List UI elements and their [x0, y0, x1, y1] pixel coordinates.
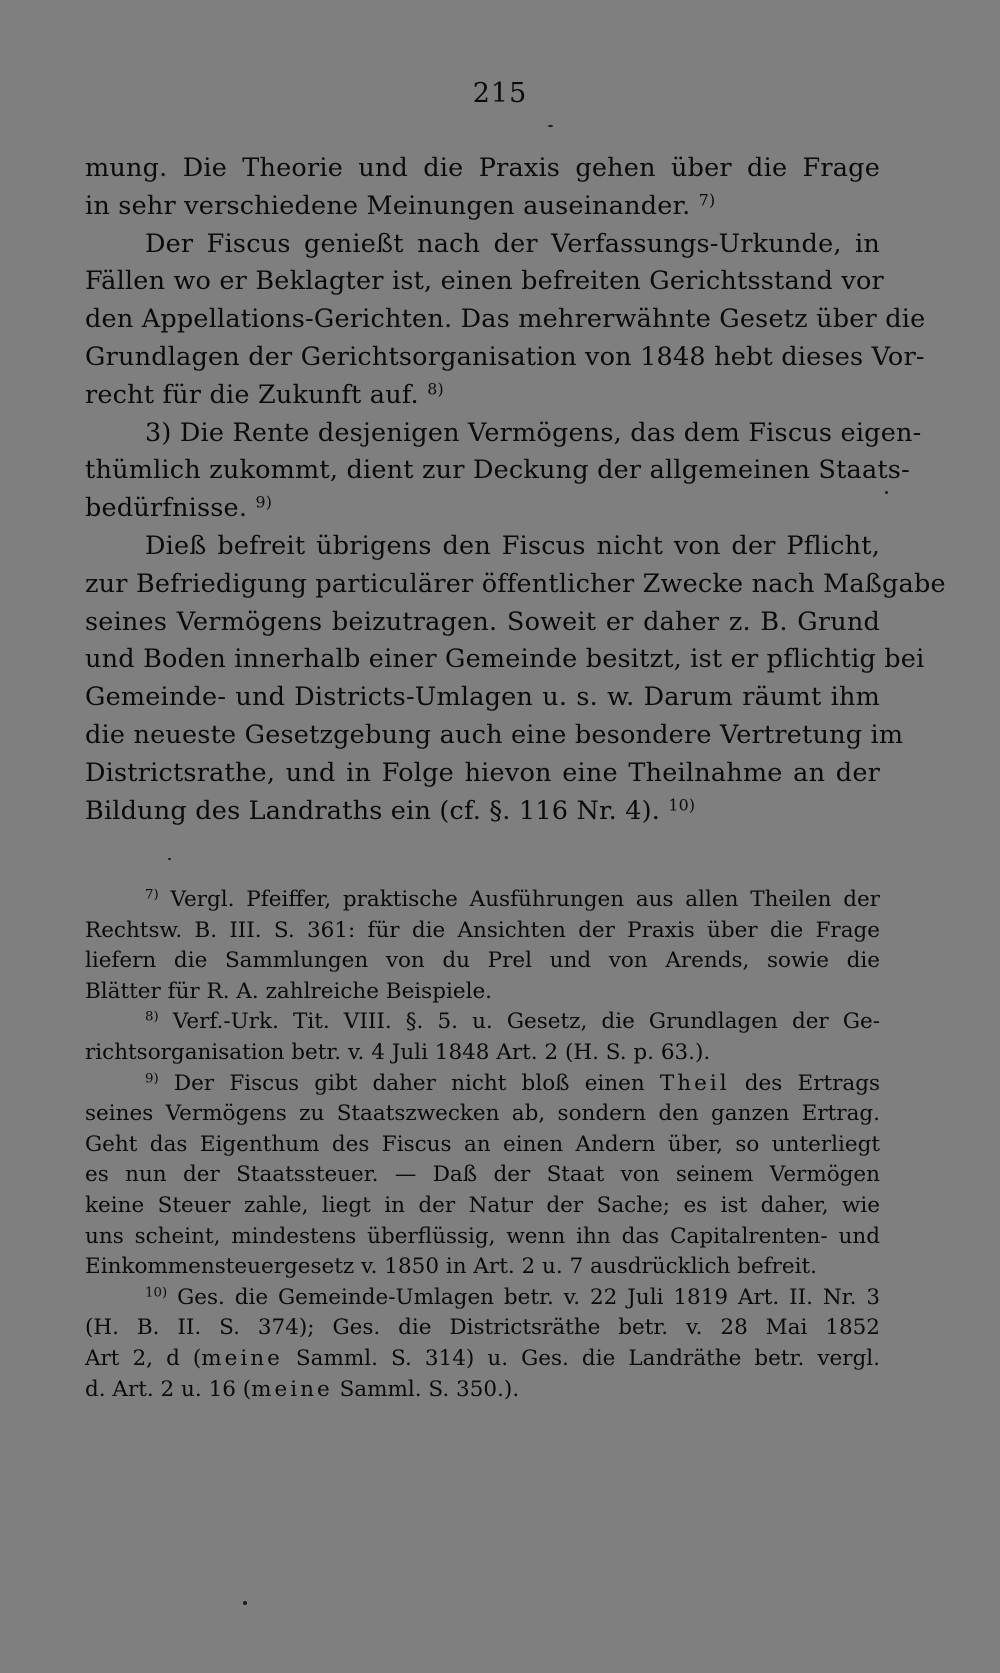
text-line: Grundlagen der Gerichtsorganisation von 1848 hebt dieses Vor-: [85, 341, 925, 372]
footnote-text: Ges. die Gemeinde-Umlagen betr. v. 22 Juli 1819 Art. II. Nr. 3: [177, 1284, 880, 1310]
footnote-text: Verf.-Urk. Tit. VIII. §. 5. u. Gesetz, die Grundlagen der Ge-: [172, 1009, 880, 1035]
footnote-line: seines Vermögens zu Staatszwecken ab, sondern den ganzen Ertrag.: [85, 1101, 880, 1127]
text-line: den Appellations-Gerichten. Das mehrerwähnte Gesetz über die: [85, 304, 926, 335]
footnote-text: Art 2, d (: [85, 1345, 202, 1371]
text-line: die neueste Gesetzgebung auch eine besondere Vertretung im: [85, 719, 904, 750]
emphasized-word: Theil: [659, 1070, 730, 1096]
footnote-line: [85, 1375, 880, 1406]
footnote-ref: 7): [698, 190, 716, 210]
footnote-line: es nun der Staatssteuer. — Daß der Staat von seinem Vermögen: [85, 1162, 880, 1188]
footnote-line: richtsorganisation betr. v. 4 Juli 1848 Art. 2 (H. S. p. 63.).: [85, 1039, 711, 1065]
text-line: und Boden innerhalb einer Gemeinde besitzt, ist er pflichtig bei: [85, 644, 925, 675]
text-line: Fällen wo er Beklagter ist, einen befreiten Gerichtsstand vor: [85, 266, 884, 297]
text-line: seines Vermögens beizutragen. Soweit er daher z. B. Grund: [85, 606, 880, 637]
footnote-marker: 9): [145, 1071, 159, 1087]
text-line: Districtsrathe, und in Folge hievon eine Theilnahme an der: [85, 757, 880, 788]
scan-speck: [548, 125, 553, 127]
footnote-text: Der Fiscus gibt daher nicht bloß einen: [173, 1070, 645, 1096]
footnote-line: [85, 1283, 880, 1314]
text-line-content: bedürfnisse.: [85, 493, 248, 524]
footnote-line: (H. B. II. S. 374); Ges. die Districtsräthe betr. v. 28 Mai 1852: [85, 1315, 880, 1341]
text-line: 3) Die Rente desjenigen Vermögens, das dem Fiscus eigen-: [145, 417, 922, 448]
scan-speck: [243, 1601, 247, 1605]
emphasized-word: meine: [201, 1345, 283, 1371]
footnote-text: Samml. S. 350.).: [339, 1376, 520, 1402]
scan-speck: [168, 858, 171, 860]
footnote-line: [85, 1007, 880, 1038]
page-number: 215: [472, 78, 528, 109]
footnote-ref: 10): [668, 794, 696, 814]
footnote-text: Vergl. Pfeiffer, praktische Ausführungen aus allen Theilen der: [170, 887, 881, 912]
text-line: Der Fiscus genießt nach der Verfassungs-Urkunde, in: [145, 228, 880, 259]
footnote-line: [85, 1069, 880, 1100]
footnote-line: liefern die Sammlungen von du Prel und von Arends, sowie die: [85, 948, 880, 974]
text-line: [85, 188, 880, 226]
footnote-text: Samml. S. 314) u. Ges. die Landräthe betr. vergl.: [295, 1345, 880, 1371]
footnote-marker: 7): [145, 887, 159, 903]
main-text: [85, 150, 946, 830]
footnote-line: [85, 1344, 880, 1375]
text-line: Dieß befreit übrigens den Fiscus nicht von der Pflicht,: [145, 530, 880, 561]
text-line: [85, 377, 880, 415]
text-line: [85, 490, 880, 528]
scan-speck: [885, 491, 888, 494]
text-line-content: in sehr verschiedene Meinungen auseinander.: [85, 190, 691, 221]
footnote-line: Blätter für R. A. zahlreiche Beispiele.: [85, 978, 492, 1004]
text-line: zur Befriedigung particulärer öffentlicher Zwecke nach Maßgabe: [85, 568, 946, 599]
footnote-marker: 8): [145, 1010, 159, 1026]
footnote-line: Einkommensteuergesetz v. 1850 in Art. 2 u. 7 ausdrücklich befreit.: [85, 1254, 817, 1280]
text-line: [85, 793, 880, 831]
text-line-content: Bildung des Landraths ein (cf. §. 116 Nr. 4).: [85, 795, 661, 826]
footnote-ref: 8): [427, 379, 444, 399]
emphasized-word: meine: [251, 1376, 333, 1402]
footnote-text: des Ertrags: [744, 1070, 881, 1096]
footnote-line: Rechtsw. B. III. S. 361: für die Ansichten der Praxis über die Frage: [85, 917, 880, 943]
footnote-line: Geht das Eigenthum des Fiscus an einen Andern über, so unterliegt: [85, 1131, 880, 1157]
footnote-text: d. Art. 2 u. 16 (: [85, 1376, 252, 1402]
text-line: Gemeinde- und Districts-Umlagen u. s. w. Darum räumt ihm: [85, 682, 880, 713]
footnote-line: keine Steuer zahle, liegt in der Natur der Sache; es ist daher, wie: [85, 1192, 880, 1218]
footnote-ref: 9): [255, 492, 273, 512]
footnote-line: uns scheint, mindestens überflüssig, wenn ihn das Capitalrenten- und: [85, 1223, 880, 1249]
text-line: mung. Die Theorie und die Praxis gehen über die Frage: [85, 153, 880, 183]
text-line-content: recht für die Zukunft auf.: [85, 379, 419, 410]
footnote-marker: 10): [145, 1285, 168, 1301]
text-line: thümlich zukommt, dient zur Deckung der allgemeinen Staats-: [85, 455, 910, 486]
footnotes: [85, 885, 880, 1405]
footnote-line: [85, 885, 880, 916]
